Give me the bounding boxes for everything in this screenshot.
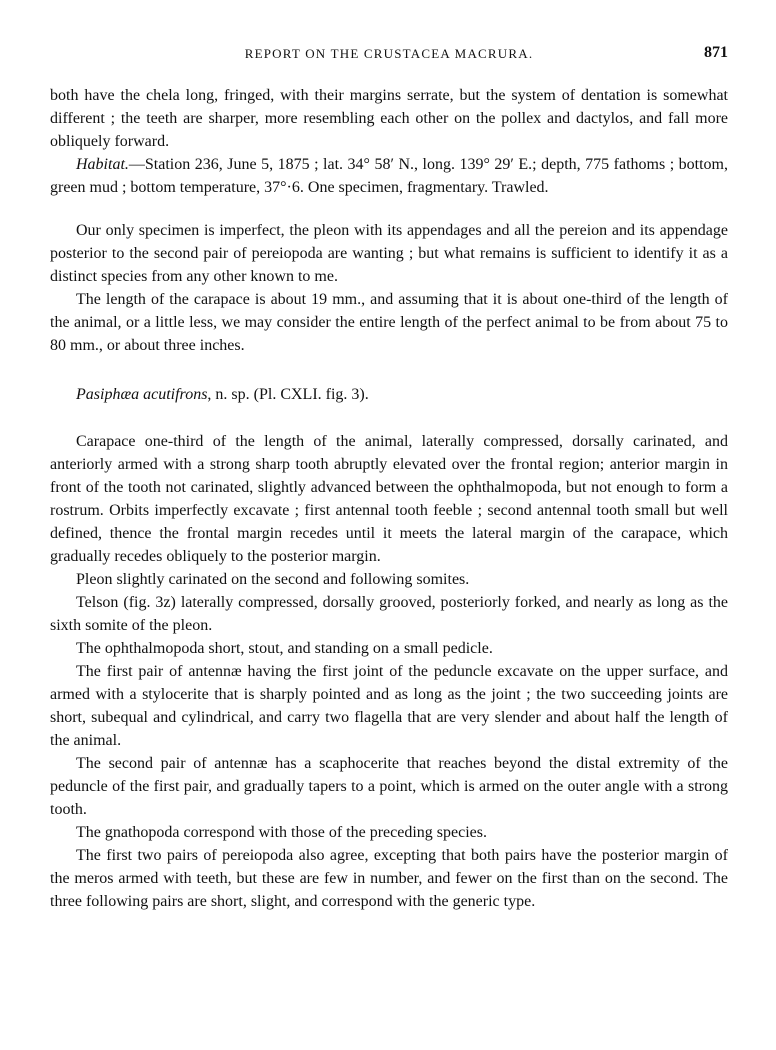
paragraph-chela-description: both have the chela long, fringed, with their margins serrate, but the system of dentation is somewhat different ; the teeth are sharper, more resembling each other on the pollex and dactylos, and fall more obliquely forward.	[50, 87, 728, 150]
paragraph-telson: Telson (fig. 3z) laterally compressed, dorsally grooved, posteriorly forked, and nearly as long as the sixth somite of the pleon.	[50, 594, 728, 634]
paragraph-carapace: Carapace one-third of the length of the animal, laterally compressed, dorsally carinated, and anteriorly armed with a strong sharp tooth abruptly elevated over the frontal region; anterior margin in front of the tooth not carinated, slightly advanced between the ophthalmopoda, but not enough to form a rostrum. Orbits imperfectly excavate ; first antennal tooth feeble ; second antennal tooth small but well defined, thence the frontal margin recedes until it meets the lateral margin of the carapace, which gradually recedes obliquely to the posterior margin.	[50, 433, 728, 565]
paragraph-pereiopoda: The first two pairs of pereiopoda also agree, excepting that both pairs have the posterior margin of the meros armed with teeth, but these are few in number, and fewer on the first than on the second. The three following pairs are short, slight, and correspond with the generic type.	[50, 847, 728, 910]
paragraph-gnathopoda: The gnathopoda correspond with those of the preceding species.	[76, 824, 487, 841]
paragraph-specimen-imperfect: Our only specimen is imperfect, the pleon with its appendages and all the pereion and its appendage posterior to the second pair of pereiopoda are wanting ; but what remains is sufficient to identify it as a distinct species from any other known to me.	[50, 222, 728, 285]
running-header	[50, 44, 728, 66]
species-name: Pasiphæa acutifrons	[76, 386, 208, 403]
section-gap	[50, 357, 728, 383]
paragraph-pleon: Pleon slightly carinated on the second and following somites.	[76, 571, 470, 588]
paragraph-second-antennae: The second pair of antennæ has a scaphocerite that reaches beyond the distal extremity of the peduncle of the first pair, and gradually tapers to a point, which is armed on the outer angle with a strong tooth.	[50, 755, 728, 818]
paragraph-ophthalmopoda: The ophthalmopoda short, stout, and standing on a small pedicle.	[76, 640, 493, 657]
paragraph-first-antennae: The first pair of antennæ having the first joint of the peduncle excavate on the upper surface, and armed with a stylocerite that is sharply pointed and as long as the joint ; the two succeeding joints are short, subequal and cylindrical, and carry two flagella that are very slender and about half the length of the animal.	[50, 663, 728, 749]
document-page	[50, 44, 728, 913]
habitat-text: —Station 236, June 5, 1875 ; lat. 34° 58′ N., long. 139° 29′ E.; depth, 775 fathoms ; bottom, green mud ; bottom temperature, 37°·6. One specimen, fragmentary. Trawled.	[50, 156, 728, 196]
paragraph-carapace-length: The length of the carapace is about 19 mm., and assuming that it is about one-third of the length of the animal, or a little less, we may consider the entire length of the perfect animal to be from about 75 to 80 mm., or about three inches.	[50, 291, 728, 354]
species-heading	[50, 383, 728, 406]
species-reference: , n. sp. (Pl. CXLI. fig. 3).	[207, 386, 369, 403]
section-gap	[50, 199, 728, 219]
habitat-label: Habitat.	[76, 156, 129, 173]
section-gap	[50, 406, 728, 430]
page-number: 871	[704, 44, 728, 61]
running-title: REPORT ON THE CRUSTACEA MACRURA.	[244, 46, 534, 61]
paragraph-habitat	[50, 153, 728, 199]
